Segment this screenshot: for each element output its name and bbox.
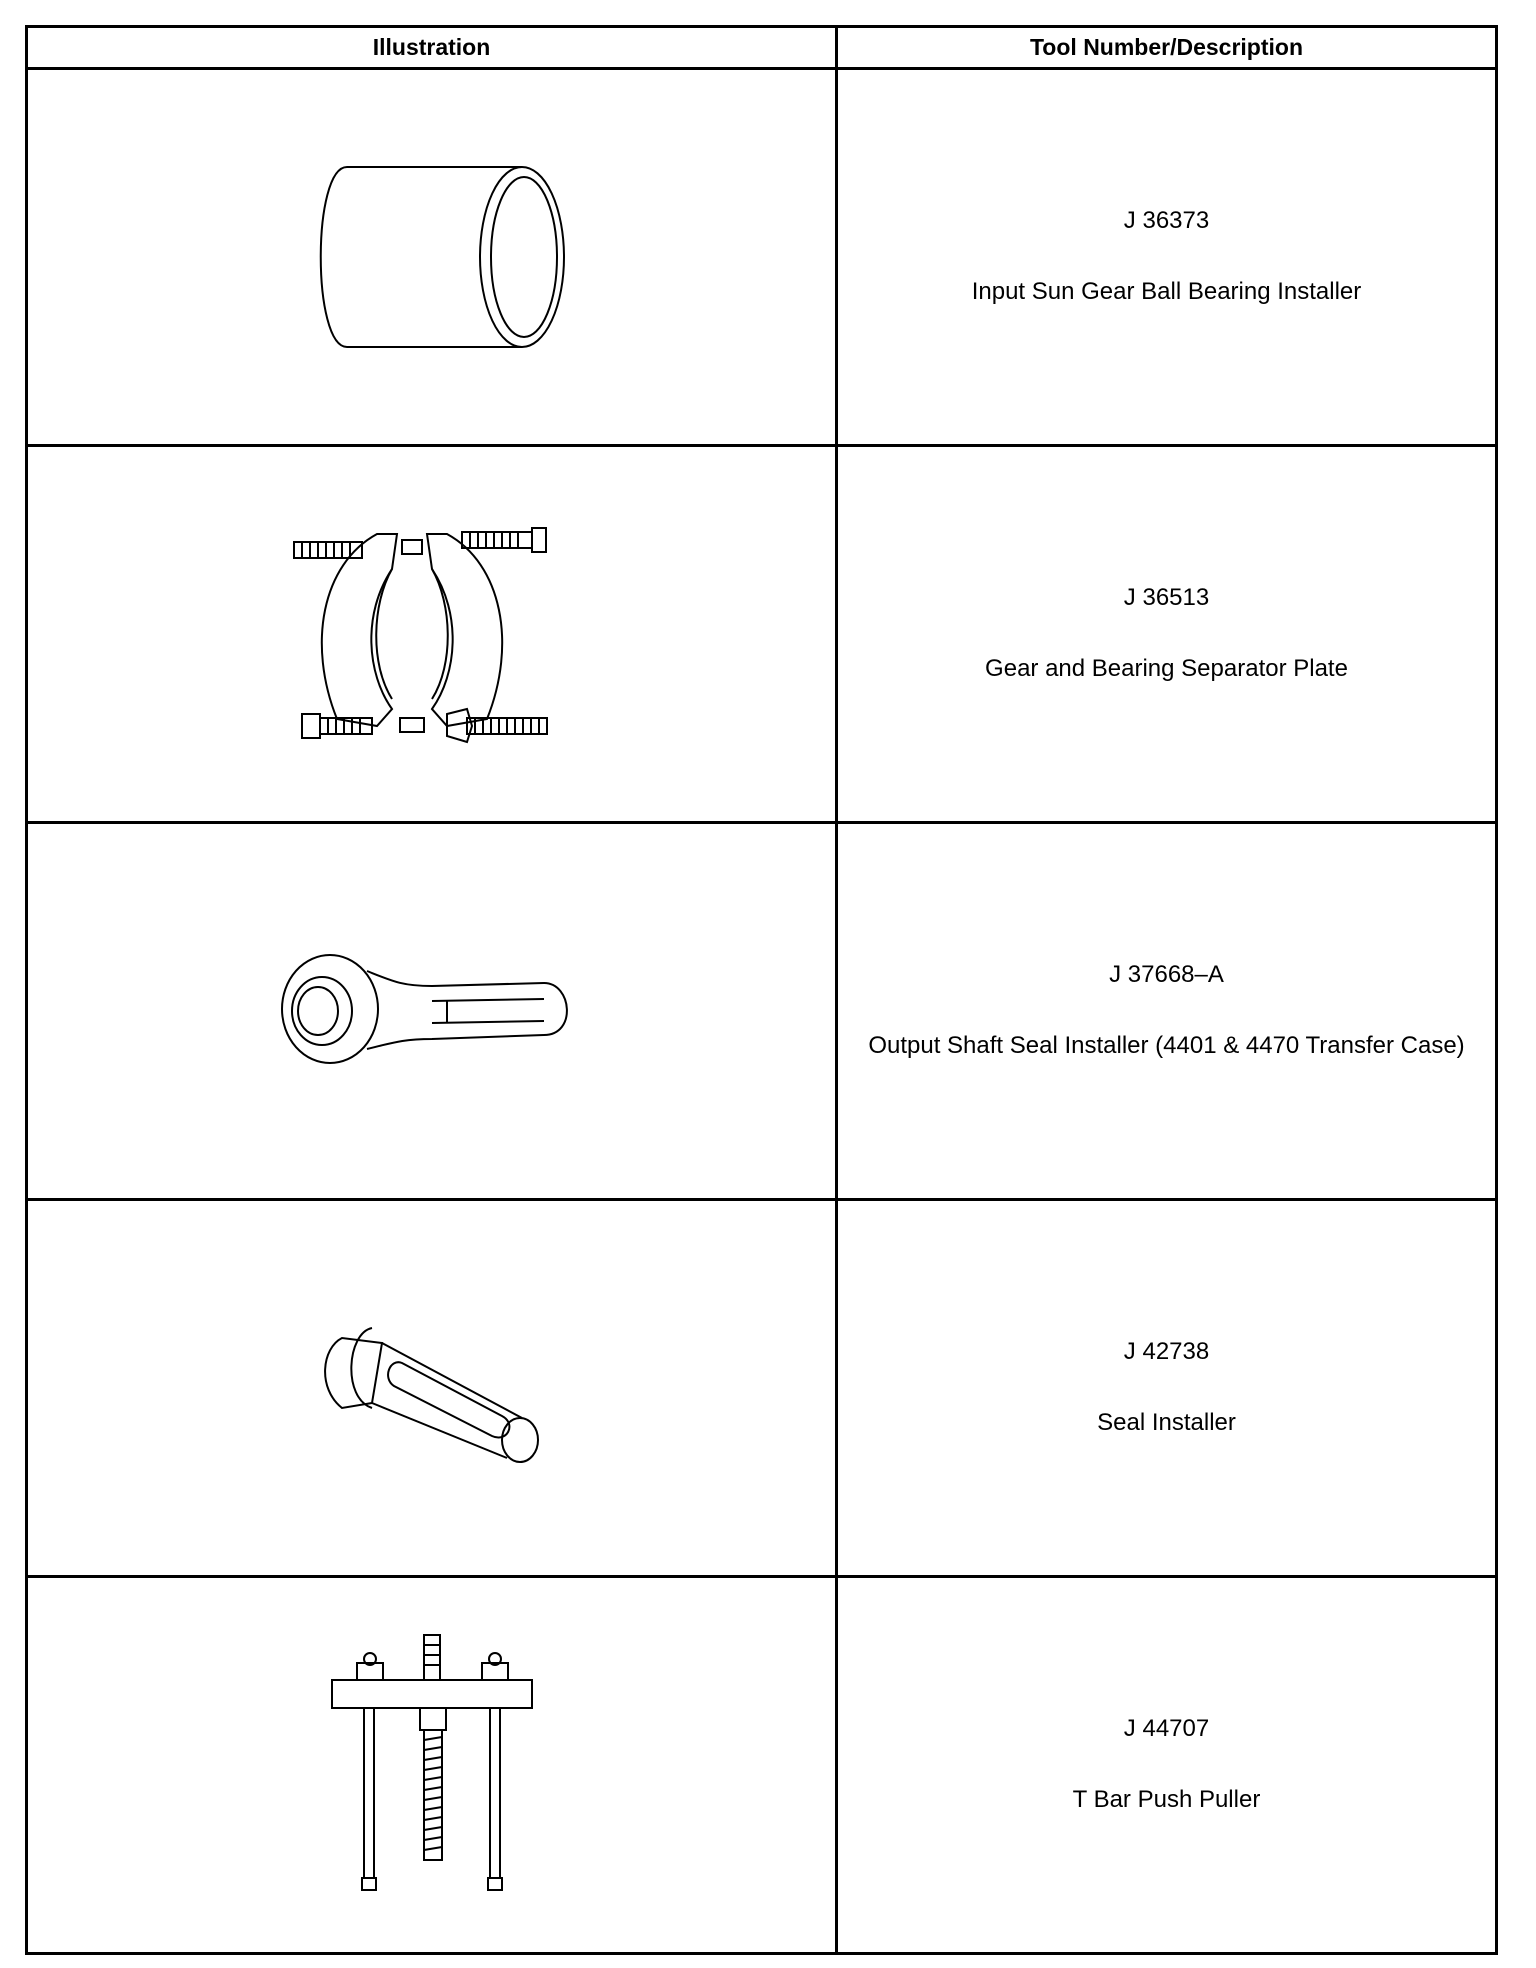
illustration-cell — [27, 446, 837, 823]
tool-number: J 37668–A — [1109, 961, 1224, 989]
illustration-cell — [27, 1577, 837, 1954]
table-row — [27, 1577, 1497, 1954]
tool-description: Output Shaft Seal Installer (4401 & 4470 Transfer Case) — [868, 1032, 1465, 1059]
cylinder-installer-icon — [252, 137, 612, 377]
tool-number: J 36373 — [1123, 207, 1210, 235]
illustration-cell — [27, 69, 837, 446]
tool-header: Tool Number/Description — [837, 27, 1497, 69]
seal-installer-tool-icon — [272, 931, 592, 1091]
table-row — [27, 446, 1497, 823]
push-puller-icon — [312, 1625, 552, 1905]
tool-description: Seal Installer — [1097, 1409, 1236, 1436]
tool-description: Gear and Bearing Separator Plate — [985, 655, 1348, 682]
table-row — [27, 69, 1497, 446]
illustration-cell — [27, 823, 837, 1200]
tool-description: T Bar Push Puller — [1072, 1786, 1261, 1813]
tool-description: Input Sun Gear Ball Bearing Installer — [971, 278, 1362, 305]
tool-cell — [837, 69, 1497, 446]
special-tools-table — [25, 25, 1498, 1955]
tool-number: J 36513 — [1123, 584, 1210, 612]
bearing-separator-icon — [282, 504, 582, 764]
header-row — [27, 27, 1497, 69]
table-row — [27, 823, 1497, 1200]
illustration-header: Illustration — [27, 27, 837, 69]
seal-installer-icon — [302, 1298, 562, 1478]
tool-cell — [837, 1577, 1497, 1954]
tool-cell — [837, 823, 1497, 1200]
tool-cell — [837, 446, 1497, 823]
tool-cell — [837, 1200, 1497, 1577]
tool-number: J 42738 — [1123, 1338, 1210, 1366]
table-row — [27, 1200, 1497, 1577]
tool-number: J 44707 — [1123, 1715, 1210, 1743]
illustration-cell — [27, 1200, 837, 1577]
